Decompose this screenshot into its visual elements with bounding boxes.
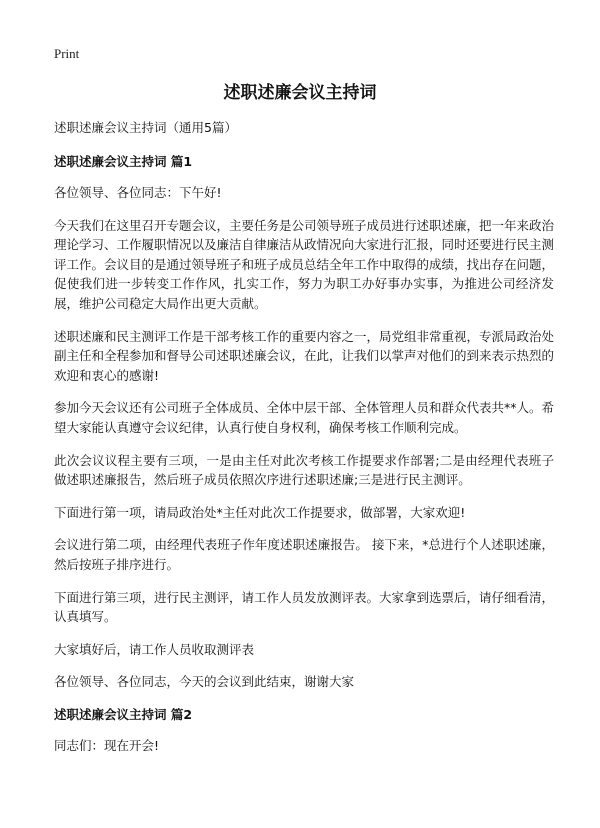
paragraph: 参加今天会议还有公司班子全体成员、全体中层干部、全体管理人员和群众代表共**人。希望大家能认真遵守会议纪律，认真行使自身权利，确保考核工作顺利完成。 xyxy=(54,400,555,435)
document-subtitle: 述职述廉会议主持词（通用5篇） xyxy=(54,120,237,135)
paragraph: 大家填好后，请工作人员收取测评表 xyxy=(54,641,255,657)
paragraph: 此次会议议程主要有三项，一是由主任对此次考核工作提要求作部署;二是由经理代表班子做述职述廉报告，然后班子成员依照次序进行述职述廉;三是进行民主测评。 xyxy=(54,452,554,488)
section-1 xyxy=(54,152,554,692)
document-body xyxy=(54,118,554,768)
section-heading: 述职述廉会议主持词 篇2 xyxy=(54,706,193,722)
paragraph: 各位领导、各位同志，今天的会议到此结束，谢谢大家 xyxy=(54,674,355,690)
section-2 xyxy=(54,705,554,756)
print-link[interactable]: Print xyxy=(54,46,80,61)
paragraph: 今天我们在这里召开专题会议，主要任务是公司领导班子成员进行述职述廉，把一年来政治理论学习、工作履职情况以及廉洁自律廉洁从政情况向大家进行汇报，同时还要进行民主测评工作。会议目的是通过领导班子和班子成员总结全年工作中取得的成绩，找出存在问题，促使我们进一步转变工作作风，扎实工作，努力为职工办好事办实事，为推进公司经济发展，维护公司稳定大局作出更大贡献。 xyxy=(54,217,555,311)
paragraph: 下面进行第一项，请局政治处*主任对此次工作提要求，做部署，大家欢迎! xyxy=(54,504,466,520)
paragraph: 会议进行第二项，由经理代表班子作年度述职述廉报告。 接下来，*总进行个人述职述廉，然后按班子排序进行。 xyxy=(54,537,554,572)
paragraph: 下面进行第三项，进行民主测评，请工作人员发放测评表。大家拿到选票后，请仔细看清，认真填写。 xyxy=(54,589,555,625)
paragraph: 述职述廉和民主测评工作是干部考核工作的重要内容之一，局党组非常重视，专派局政治处副主任和全程参加和督导公司述职述廉会议，在此，让我们以掌声对他们的到来表示热烈的欢迎和衷心的感谢! xyxy=(54,328,555,383)
section-heading: 述职述廉会议主持词 篇1 xyxy=(54,154,193,169)
paragraph: 同志们：现在开会! xyxy=(54,737,160,753)
page-title: 述职述廉会议主持词 xyxy=(223,83,377,103)
paragraph: 各位领导、各位同志：下午好! xyxy=(54,185,222,200)
